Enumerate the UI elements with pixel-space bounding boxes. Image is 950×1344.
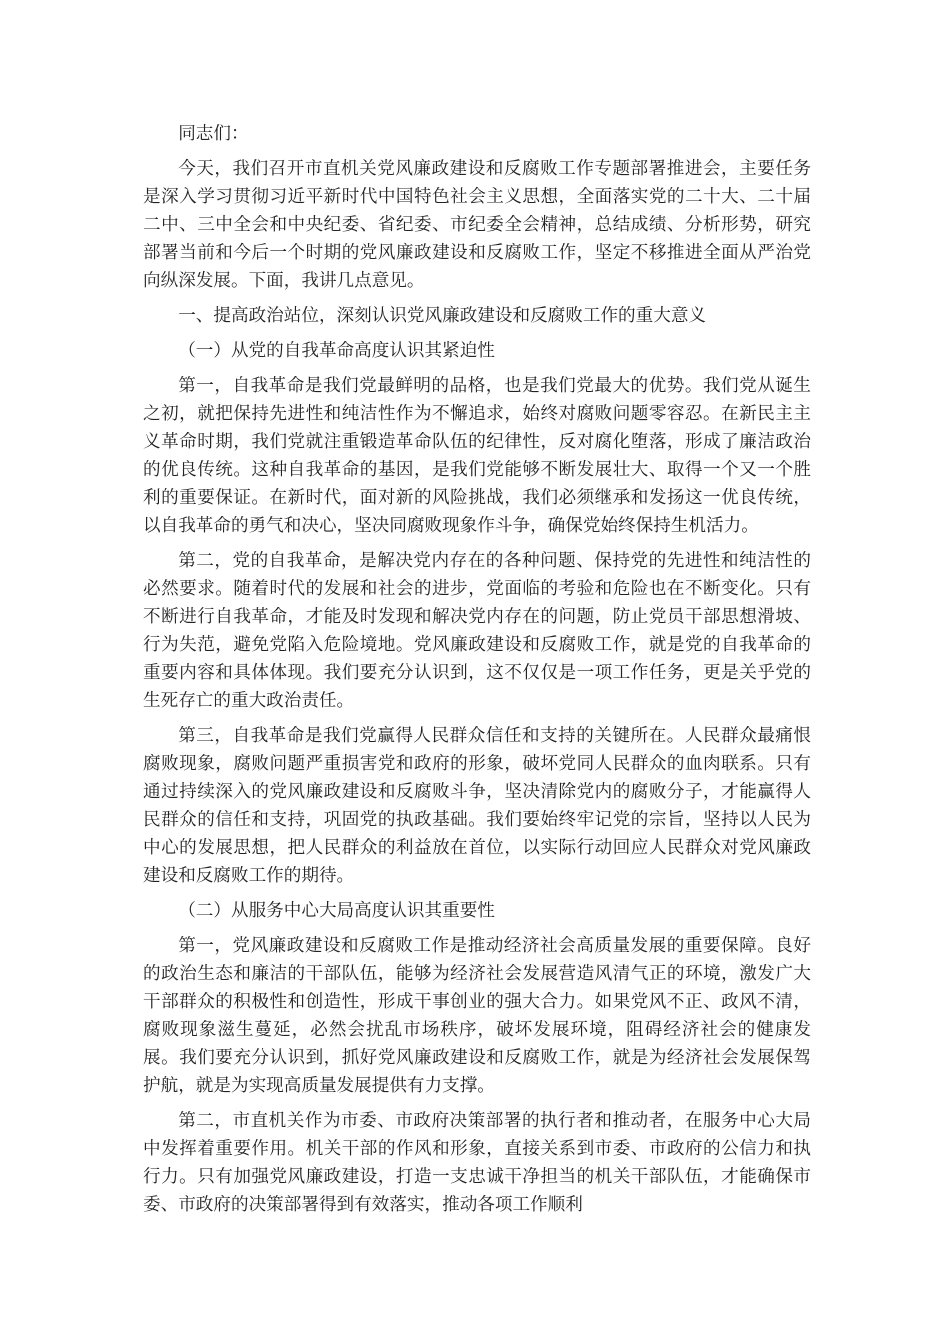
subsection-heading: （一）从党的自我革命高度认识其紧迫性 [178,341,495,361]
body-paragraph: 第一，党风廉政建设和反腐败工作是推动经济社会高质量发展的重要保障。良好的政治生态和廉洁的干部队伍，能够为经济社会发展营造风清气正的环境，激发广大干部群众的积极性和创造性，形成干事创业的强大合力。如果党风不正、政风不清，腐败现象滋生蔓延，必然会扰乱市场秩序，破坏发展环境，阻碍经济社会的健康发展。我们要充分认识到，抓好党风廉政建设和反腐败工作，就是为经济社会发展保驾护航，就是为实现高质量发展提供有力支撑。 [143,936,811,1096]
salutation: 同志们： [178,124,249,144]
subsection-heading: （二）从服务中心大局高度认识其重要性 [178,901,495,921]
document-body [143,120,811,1226]
section-heading: 一、提高政治站位，深刻认识党风廉政建设和反腐败工作的重大意义 [178,306,707,326]
opening-paragraph: 今天，我们召开市直机关党风廉政建设和反腐败工作专题部署推进会，主要任务是深入学习贯彻习近平新时代中国特色社会主义思想，全面落实党的二十大、二十届二中、三中全会和中央纪委、省纪委、市纪委全会精神，总结成绩、分析形势，研究部署当前和今后一个时期的党风廉政建设和反腐败工作，坚定不移推进全面从严治党向纵深发展。下面，我讲几点意见。 [143,159,811,291]
body-paragraph: 第一，自我革命是我们党最鲜明的品格，也是我们党最大的优势。我们党从诞生之初，就把保持先进性和纯洁性作为不懈追求，始终对腐败问题零容忍。在新民主主义革命时期，我们党就注重锻造革命队伍的纪律性，反对腐化堕落，形成了廉洁政治的优良传统。这种自我革命的基因，是我们党能够不断发展壮大、取得一个又一个胜利的重要保证。在新时代，面对新的风险挑战，我们必须继承和发扬这一优良传统，以自我革命的勇气和决心，坚决同腐败现象作斗争，确保党始终保持生机活力。 [143,376,811,536]
body-paragraph: 第二，党的自我革命，是解决党内存在的各种问题、保持党的先进性和纯洁性的必然要求。随着时代的发展和社会的进步，党面临的考验和危险也在不断变化。只有不断进行自我革命，才能及时发现和解决党内存在的问题，防止党员干部思想滑坡、行为失范，避免党陷入危险境地。党风廉政建设和反腐败工作，就是党的自我革命的重要内容和具体体现。我们要充分认识到，这不仅仅是一项工作任务，更是关乎党的生死存亡的重大政治责任。 [143,551,811,711]
body-paragraph: 第二，市直机关作为市委、市政府决策部署的执行者和推动者，在服务中心大局中发挥着重要作用。机关干部的作风和形象，直接关系到市委、市政府的公信力和执行力。只有加强党风廉政建设，打造一支忠诚干净担当的机关干部队伍，才能确保市委、市政府的决策部署得到有效落实，推动各项工作顺利 [143,1111,811,1215]
body-paragraph: 第三，自我革命是我们党赢得人民群众信任和支持的关键所在。人民群众最痛恨腐败现象，腐败问题严重损害党和政府的形象，破坏党同人民群众的血肉联系。只有通过持续深入的党风廉政建设和反腐败斗争，坚决清除党内的腐败分子，才能赢得人民群众的信任和支持，巩固党的执政基础。我们要始终牢记党的宗旨，坚持以人民为中心的发展思想，把人民群众的利益放在首位，以实际行动回应人民群众对党风廉政建设和反腐败工作的期待。 [143,726,811,886]
